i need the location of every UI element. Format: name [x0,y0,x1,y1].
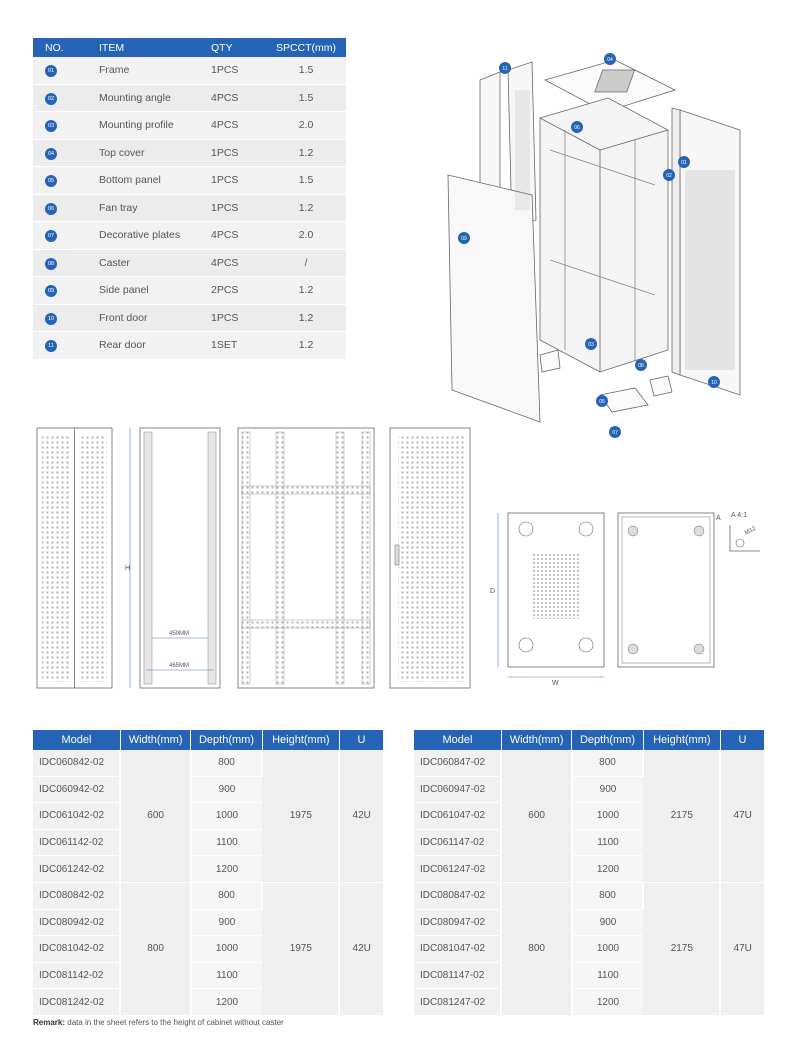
remark-label: Remark: [33,1018,66,1027]
plan-drawings [488,505,773,690]
parts-row [33,277,346,305]
parts-table [33,38,346,360]
parts-row [33,112,346,140]
spec-depth: 800 [572,750,643,776]
parts-no-badge: 06 [45,203,57,215]
spec-depth: 1100 [572,962,643,989]
detail-a [730,512,760,551]
spec-model: IDC061147-02 [414,829,501,856]
parts-no [33,249,99,277]
spec-u: 47U [720,750,764,882]
parts-row [33,167,346,195]
callout-05-label: 05 [599,399,605,405]
spec-model: IDC061247-02 [414,856,501,883]
spec-depth: 1200 [191,989,262,1016]
parts-qty: 1PCS [211,57,266,84]
spec-depth: 900 [572,776,643,803]
spec-model: IDC080842-02 [33,882,120,909]
spec-width: 800 [120,882,190,1015]
spec-depth: 1000 [572,803,643,830]
parts-no-badge: 04 [45,148,57,160]
spec-model: IDC081247-02 [414,989,501,1016]
callout-01-label: 01 [681,160,687,166]
parts-item: Mounting profile [99,112,211,140]
spec-height: 2175 [643,750,720,882]
parts-header-no: NO. [33,38,99,57]
parts-no [33,112,99,140]
spec-model: IDC081142-02 [33,962,120,989]
spec-header: Depth(mm) [572,730,643,750]
parts-item: Frame [99,57,211,84]
parts-qty: 1SET [211,332,266,360]
spec-height: 1975 [262,750,339,882]
spec-depth: 800 [572,882,643,909]
parts-no [33,277,99,305]
parts-item: Bottom panel [99,167,211,195]
spec-depth: 900 [191,909,262,936]
parts-qty: 2PCS [211,277,266,305]
parts-spcct: 1.2 [266,332,346,360]
parts-no [33,84,99,112]
spec-header: Model [414,730,501,750]
parts-body [33,57,346,359]
parts-no-badge: 03 [45,120,57,132]
spec-header: Model [33,730,120,750]
parts-item: Caster [99,249,211,277]
parts-no-badge: 02 [45,93,57,105]
parts-header-spcct: SPCCT(mm) [266,38,346,57]
parts-header-item: ITEM [99,38,211,57]
callout-02-label: 02 [666,173,672,179]
spec-model: IDC060942-02 [33,776,120,803]
parts-no-badge: 01 [45,65,57,77]
spec-depth: 800 [191,882,262,909]
spec-model: IDC080947-02 [414,909,501,936]
parts-row [33,249,346,277]
parts-header-row [33,38,346,57]
parts-no [33,139,99,167]
spec-table-47u [414,730,764,1016]
spec-header: U [720,730,764,750]
detail-a-scale: A 4:1 [731,512,747,519]
parts-qty: 4PCS [211,84,266,112]
parts-row [33,194,346,222]
height-label: H [125,565,131,572]
parts-row [33,139,346,167]
callout-08-label: 08 [638,363,644,369]
parts-no-badge: 10 [45,313,57,325]
elevation-drawings [30,420,480,695]
parts-no [33,57,99,84]
spec-model: IDC061047-02 [414,803,501,830]
spec-depth: 1000 [572,936,643,963]
spec-header-row [33,730,383,750]
parts-no-badge: 05 [45,175,57,187]
spec-model: IDC081147-02 [414,962,501,989]
detail-a-marker: A [716,515,721,522]
parts-spcct: 1.2 [266,304,346,332]
callout-10-label: 10 [711,380,717,386]
parts-spcct: 1.2 [266,277,346,305]
spec-header: Width(mm) [120,730,190,750]
width-label: W [552,680,559,687]
spec-row [414,882,764,909]
parts-qty: 1PCS [211,167,266,195]
spec-header: U [339,730,383,750]
parts-qty: 4PCS [211,249,266,277]
parts-spcct: 1.5 [266,57,346,84]
spec-table-42u [33,730,383,1016]
frame-plan [618,513,721,667]
parts-qty: 4PCS [211,112,266,140]
callout-04-label: 04 [607,57,613,63]
spec-header: Width(mm) [501,730,571,750]
spec-model: IDC081042-02 [33,936,120,963]
callout-03-label: 03 [588,342,594,348]
parts-spcct: 1.5 [266,84,346,112]
parts-row [33,222,346,250]
spec-model: IDC060847-02 [414,750,501,776]
parts-row [33,332,346,360]
callout-09-label: 09 [461,236,467,242]
parts-qty: 1PCS [211,139,266,167]
m12-label: M12 [744,525,758,537]
spec-height: 2175 [643,882,720,1015]
parts-no [33,332,99,360]
parts-item: Rear door [99,332,211,360]
spec-model: IDC080847-02 [414,882,501,909]
parts-no-badge: 08 [45,258,57,270]
spec-depth: 900 [191,776,262,803]
parts-row [33,84,346,112]
callout-06-label: 06 [574,125,580,131]
dim-465-label: 465MM [169,663,190,669]
top-cover-plan [490,513,604,687]
parts-no-badge: 07 [45,230,57,242]
parts-row [33,304,346,332]
parts-header-qty: QTY [211,38,266,57]
parts-item: Front door [99,304,211,332]
spec-model: IDC081047-02 [414,936,501,963]
spec-depth: 1200 [572,856,643,883]
spec-u: 42U [339,750,383,882]
parts-spcct: 1.2 [266,194,346,222]
spec-width: 800 [501,882,571,1015]
spec-u: 42U [339,882,383,1015]
spec-header: Depth(mm) [191,730,262,750]
spec-row [33,750,383,776]
remark-note [33,1018,284,1027]
parts-spcct: / [266,249,346,277]
rear-door-drawing [37,428,112,688]
spec-depth: 800 [191,750,262,776]
parts-item: Top cover [99,139,211,167]
depth-label: D [490,588,496,595]
spec-depth: 1200 [191,856,262,883]
parts-spcct: 1.5 [266,167,346,195]
spec-depth: 1100 [572,829,643,856]
spec-width: 600 [120,750,190,882]
front-door-drawing [390,428,470,688]
spec-depth: 1100 [191,829,262,856]
spec-model: IDC080942-02 [33,909,120,936]
spec-model: IDC061242-02 [33,856,120,883]
spec-model: IDC081242-02 [33,989,120,1016]
spec-header: Height(mm) [643,730,720,750]
parts-qty: 1PCS [211,304,266,332]
callout-11-label: 11 [502,66,508,72]
parts-no [33,304,99,332]
spec-depth: 1100 [191,962,262,989]
spec-model: IDC061142-02 [33,829,120,856]
spec-model: IDC061042-02 [33,803,120,830]
spec-header-row [414,730,764,750]
spec-model: IDC060947-02 [414,776,501,803]
spec-height: 1975 [262,882,339,1015]
exploded-cabinet-view [440,50,760,445]
parts-row [33,57,346,84]
parts-no [33,194,99,222]
spec-row [414,750,764,776]
dim-450-label: 450MM [169,631,190,637]
spec-model: IDC060842-02 [33,750,120,776]
parts-spcct: 2.0 [266,222,346,250]
parts-item: Decorative plates [99,222,211,250]
spec-depth: 1000 [191,936,262,963]
callout-07-label: 07 [612,430,618,436]
parts-spcct: 1.2 [266,139,346,167]
parts-no [33,222,99,250]
parts-item: Mounting angle [99,84,211,112]
parts-qty: 4PCS [211,222,266,250]
parts-no [33,167,99,195]
parts-item: Fan tray [99,194,211,222]
spec-row [33,882,383,909]
spec-depth: 1000 [191,803,262,830]
spec-depth: 900 [572,909,643,936]
spec-width: 600 [501,750,571,882]
spec-u: 47U [720,882,764,1015]
spec-depth: 1200 [572,989,643,1016]
frame-front-drawing [238,428,374,688]
parts-item: Side panel [99,277,211,305]
parts-no-badge: 11 [45,340,57,352]
parts-spcct: 2.0 [266,112,346,140]
frame-side-drawing [125,428,220,688]
spec-header: Height(mm) [262,730,339,750]
parts-qty: 1PCS [211,194,266,222]
parts-no-badge: 09 [45,285,57,297]
remark-text: data in the sheet refers to the height of cabinet without caster [65,1018,284,1027]
